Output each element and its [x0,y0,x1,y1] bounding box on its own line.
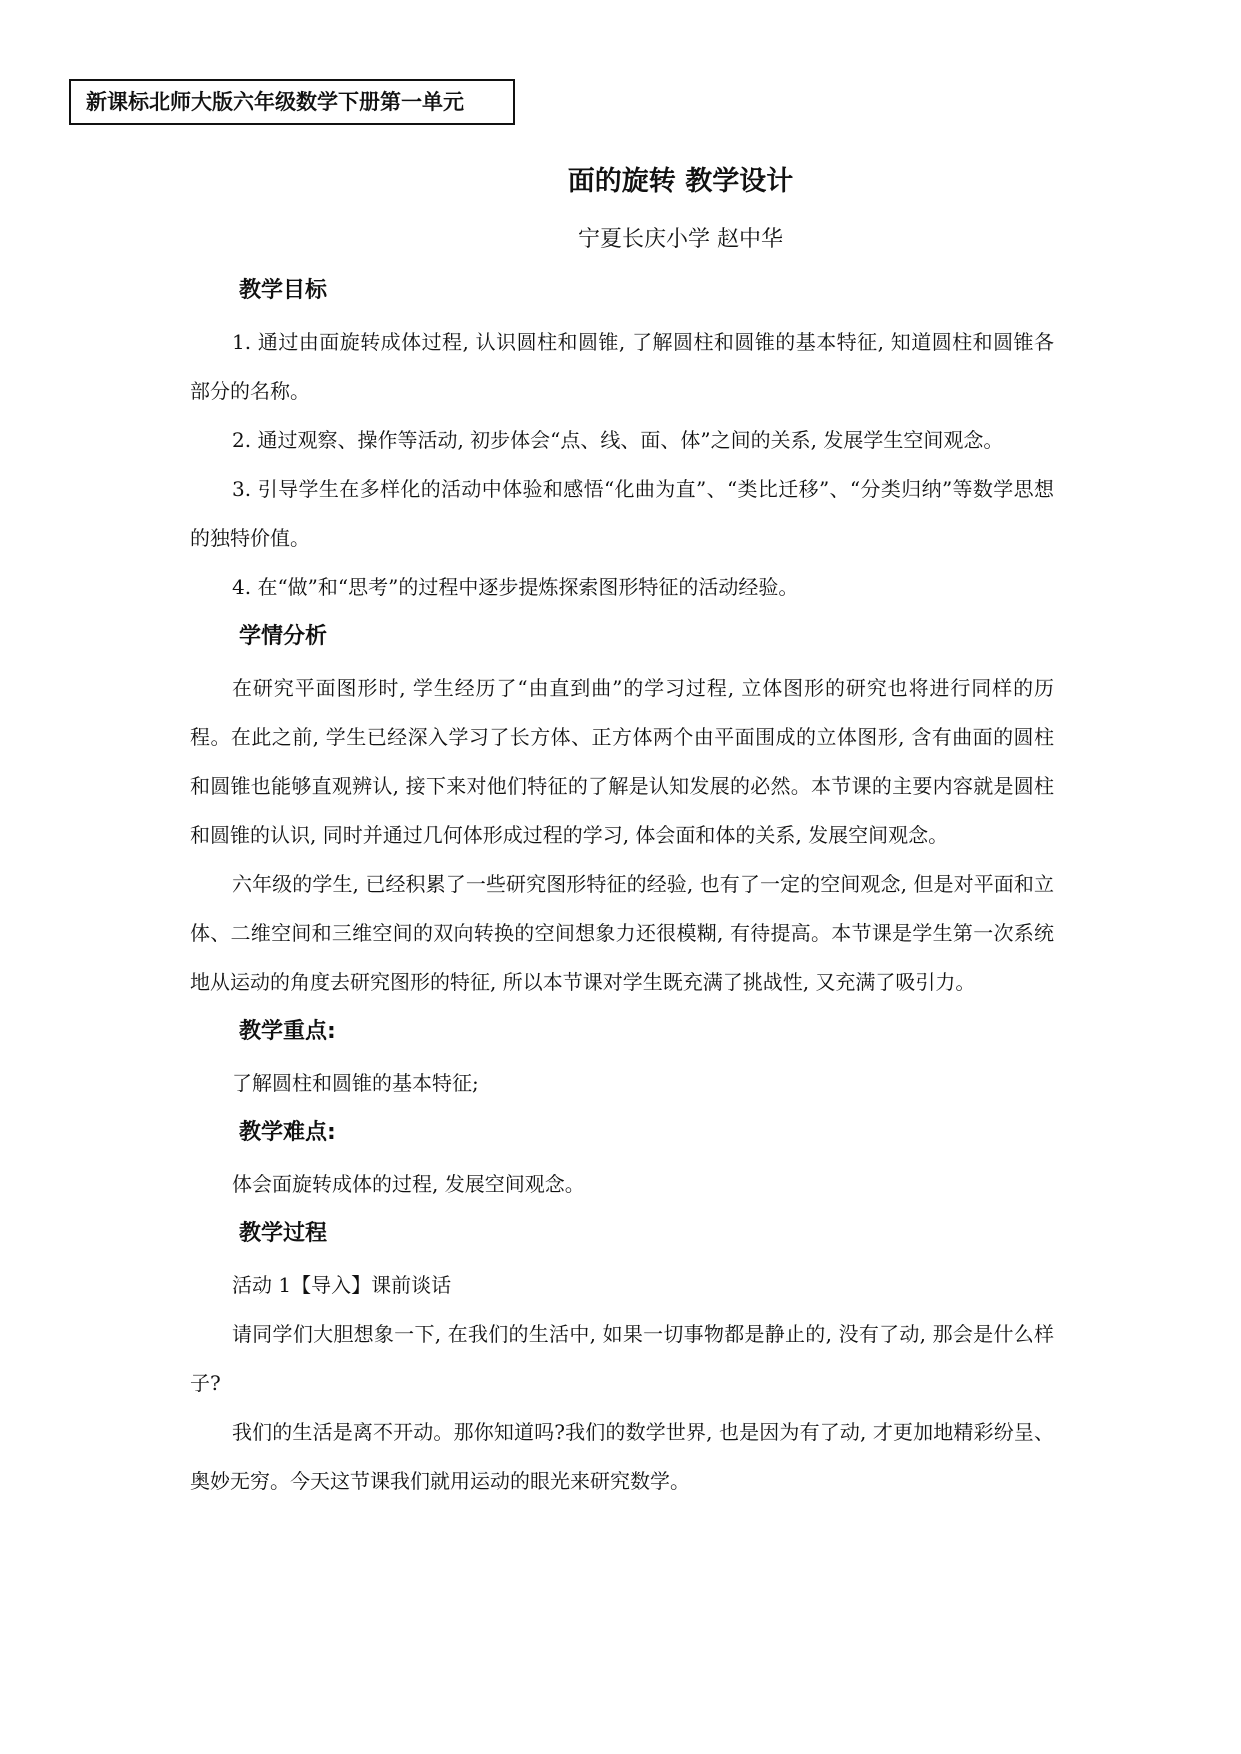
unit-label-box [69,79,515,125]
goals-heading: 教学目标 [239,278,328,303]
process-paragraph-1: 请同学们大胆想象一下, 在我们的生活中, 如果一切事物都是静止的, 没有了动, 那会是什么样子? [190,1322,1054,1395]
goal-item-4: 4. 在“做”和“思考”的过程中逐步提炼探索图形特征的活动经验。 [232,575,799,599]
author-line [0,222,1241,258]
document-body [190,270,1054,1506]
process-paragraph-2: 我们的生活是离不开动。那你知道吗?我们的数学世界, 也是因为有了动, 才更加地精彩纷呈、奥妙无穷。今天这节课我们就用运动的眼光来研究数学。 [190,1420,1054,1493]
key-point-text: 了解圆柱和圆锥的基本特征; [232,1071,479,1095]
document-title [0,162,1241,202]
process-heading: 教学过程 [239,1221,328,1246]
activity-1-label: 活动 1【导入】课前谈话 [232,1273,452,1297]
document-title-text: 面的旋转 教学设计 [567,166,794,197]
difficulty-heading: 教学难点: [239,1120,336,1145]
analysis-paragraph-2: 六年级的学生, 已经积累了一些研究图形特征的经验, 也有了一定的空间观念, 但是对平面和立体、二维空间和三维空间的双向转换的空间想象力还很模糊, 有待提高。本节课是学生第一次系统地从运动的角度去研究图形的特征, 所以本节课对学生既充满了挑战性, 又充满了吸引力。 [190,872,1054,994]
difficulty-text: 体会面旋转成体的过程, 发展空间观念。 [232,1172,585,1196]
goal-item-1: 1. 通过由面旋转成体过程, 认识圆柱和圆锥, 了解圆柱和圆锥的基本特征, 知道圆柱和圆锥各部分的名称。 [190,330,1054,403]
key-point-heading: 教学重点: [239,1019,336,1044]
analysis-paragraph-1: 在研究平面图形时, 学生经历了“由直到曲”的学习过程, 立体图形的研究也将进行同样的历程。在此之前, 学生已经深入学习了长方体、正方体两个由平面围成的立体图形, 含有曲面的圆柱和圆锥也能够直观辨认, 接下来对他们特征的了解是认知发展的必然。本节课的主要内容就是圆柱和圆锥的认识, 同时并通过几何体形成过程的学习, 体会面和体的关系, 发展空间观念。 [190,676,1054,847]
unit-label: 新课标北师大版六年级数学下册第一单元 [86,90,464,114]
goal-item-2: 2. 通过观察、操作等活动, 初步体会“点、线、面、体”之间的关系, 发展学生空间观念。 [232,428,1004,452]
analysis-heading: 学情分析 [239,624,328,649]
goal-item-3: 3. 引导学生在多样化的活动中体验和感悟“化曲为直”、“类比迁移”、“分类归纳”等数学思想的独特价值。 [190,477,1054,550]
author-text: 宁夏长庆小学 赵中华 [578,227,783,252]
